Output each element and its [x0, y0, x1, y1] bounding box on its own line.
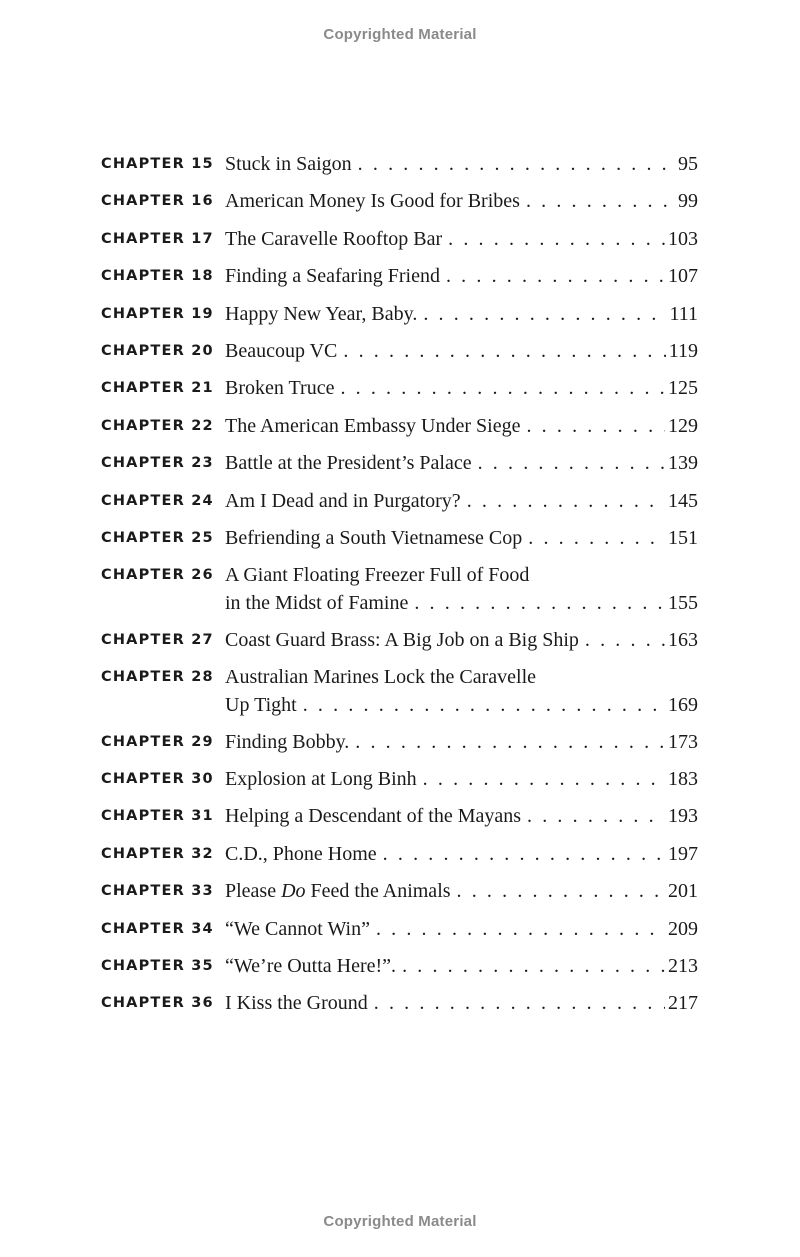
- chapter-title: in the Midst of Famine: [225, 592, 409, 615]
- page-number: 183: [668, 768, 698, 791]
- page-number: 209: [668, 917, 698, 940]
- page-number: 145: [668, 489, 698, 512]
- chapter-title: I Kiss the Ground: [225, 992, 368, 1015]
- chapter-label: CHAPTER 16: [101, 193, 214, 210]
- chapter-label: CHAPTER 29: [101, 733, 214, 750]
- page-number: 197: [668, 842, 698, 865]
- chapter-label: CHAPTER 36: [101, 995, 214, 1012]
- chapter-label: CHAPTER 25: [101, 529, 214, 546]
- chapter-entry: [225, 877, 698, 905]
- chapter-title: Broken Truce: [225, 377, 335, 400]
- chapter-label: CHAPTER 18: [101, 268, 214, 285]
- dot-leader: [467, 487, 665, 515]
- chapter-title-line1: A Giant Floating Freezer Full of Food: [225, 564, 530, 587]
- toc-entry: [101, 802, 698, 830]
- toc-entry: [101, 150, 698, 178]
- chapter-entry: [225, 300, 698, 328]
- chapter-entry: [225, 728, 698, 756]
- chapter-entry: [225, 989, 698, 1017]
- toc-entry: [101, 524, 698, 552]
- page-number: 129: [668, 414, 698, 437]
- page-number: 155: [668, 592, 698, 615]
- dot-leader: [355, 728, 665, 756]
- chapter-entry: [225, 262, 698, 290]
- chapter-entry: [225, 412, 698, 440]
- page-number: 193: [668, 805, 698, 828]
- page-number: 103: [668, 227, 698, 250]
- chapter-entry: [225, 487, 698, 515]
- page-number: 163: [668, 628, 698, 651]
- dot-leader: [423, 300, 666, 328]
- toc-entry: [101, 840, 698, 868]
- dot-leader: [376, 915, 665, 943]
- chapter-title-pre: Please: [225, 880, 282, 903]
- dot-leader: [423, 765, 665, 793]
- dot-leader: [383, 840, 665, 868]
- chapter-title: Battle at the President’s Palace: [225, 452, 472, 475]
- page-number: 173: [668, 730, 698, 753]
- toc-entry: [101, 877, 698, 905]
- dot-leader: [446, 262, 665, 290]
- chapter-label: CHAPTER 28: [101, 669, 214, 686]
- chapter-title: Stuck in Saigon: [225, 153, 352, 175]
- chapter-label: CHAPTER 33: [101, 883, 214, 900]
- chapter-label: CHAPTER 20: [101, 342, 214, 359]
- chapter-title: Finding a Seafaring Friend: [225, 265, 440, 288]
- dot-leader: [448, 225, 665, 253]
- dot-leader: [526, 187, 675, 215]
- toc-entry: [101, 989, 698, 1017]
- chapter-entry: [225, 663, 698, 719]
- table-of-contents: [101, 150, 698, 1027]
- chapter-entry: [225, 225, 698, 253]
- chapter-title: Finding Bobby.: [225, 730, 350, 753]
- page-number: 201: [668, 880, 698, 903]
- chapter-label: CHAPTER 26: [101, 567, 214, 584]
- page-number: 119: [668, 339, 698, 362]
- chapter-label: CHAPTER 31: [101, 808, 214, 825]
- toc-entry: [101, 915, 698, 943]
- chapter-title: Helping a Descendant of the Mayans: [225, 805, 522, 828]
- chapter-entry: [225, 626, 698, 654]
- chapter-title: “We Cannot Win”: [225, 917, 370, 940]
- page-number: 213: [668, 955, 698, 978]
- chapter-title: Coast Guard Brass: A Big Job on a Big Ship: [225, 628, 579, 651]
- dot-leader: [402, 952, 665, 980]
- chapter-label: CHAPTER 35: [101, 958, 214, 975]
- chapter-label: CHAPTER 32: [101, 845, 214, 862]
- toc-entry: [101, 952, 698, 980]
- chapter-title-rest: Feed the Animals: [305, 880, 451, 903]
- page-number: 125: [668, 377, 698, 400]
- chapter-entry: [225, 802, 698, 830]
- chapter-entry: [225, 915, 698, 943]
- dot-leader: [303, 691, 665, 719]
- chapter-entry: [225, 952, 698, 980]
- chapter-entry: [225, 840, 698, 868]
- toc-entry: [101, 728, 698, 756]
- dot-leader: [528, 524, 665, 552]
- chapter-label: CHAPTER 27: [101, 631, 214, 648]
- chapter-entry: [225, 187, 698, 215]
- chapter-label: CHAPTER 24: [101, 492, 214, 509]
- chapter-label: CHAPTER 21: [101, 380, 214, 397]
- chapter-title: The American Embassy Under Siege: [225, 414, 521, 437]
- chapter-label: CHAPTER 34: [101, 920, 214, 937]
- chapter-label: CHAPTER 23: [101, 455, 214, 472]
- toc-entry: [101, 449, 698, 477]
- page-number: 139: [668, 452, 698, 475]
- toc-entry: [101, 262, 698, 290]
- chapter-entry: [225, 561, 698, 617]
- toc-entry: [101, 337, 698, 365]
- chapter-title: American Money Is Good for Bribes: [225, 190, 520, 213]
- page-number: 95: [678, 153, 698, 175]
- chapter-title: “We’re Outta Here!”.: [225, 955, 397, 978]
- chapter-label: CHAPTER 15: [101, 156, 214, 172]
- chapter-entry: [225, 337, 698, 365]
- chapter-title: Befriending a South Vietnamese Cop: [225, 526, 523, 549]
- chapter-label: CHAPTER 19: [101, 305, 214, 322]
- copyright-watermark-bottom: Copyrighted Material: [323, 1213, 477, 1230]
- chapter-title-emphasis: Do: [281, 880, 306, 903]
- toc-entry: [101, 187, 698, 215]
- chapter-title: [225, 877, 451, 905]
- chapter-title: The Caravelle Rooftop Bar: [225, 227, 443, 250]
- chapter-title: Am I Dead and in Purgatory?: [225, 489, 461, 512]
- chapter-title: Up Tight: [225, 694, 297, 717]
- chapter-title-line1: Australian Marines Lock the Caravelle: [225, 666, 536, 689]
- chapter-entry: [225, 449, 698, 477]
- page-number: 107: [668, 265, 698, 288]
- dot-leader: [340, 374, 665, 402]
- chapter-title: C.D., Phone Home: [225, 842, 377, 865]
- dot-leader: [457, 877, 665, 905]
- toc-entry: [101, 412, 698, 440]
- chapter-entry: [225, 374, 698, 402]
- chapter-title: Happy New Year, Baby.: [225, 302, 418, 325]
- chapter-label: CHAPTER 17: [101, 230, 214, 247]
- dot-leader: [374, 989, 665, 1017]
- page-number: 151: [668, 526, 698, 549]
- toc-entry: [101, 561, 698, 617]
- dot-leader: [343, 337, 665, 365]
- toc-entry: [101, 765, 698, 793]
- dot-leader: [414, 589, 665, 617]
- toc-entry: [101, 626, 698, 654]
- dot-leader: [527, 802, 665, 830]
- chapter-label: CHAPTER 30: [101, 771, 214, 788]
- chapter-entry: [225, 765, 698, 793]
- page-number: 99: [678, 190, 698, 213]
- toc-entry: [101, 225, 698, 253]
- page-number: 217: [668, 992, 698, 1015]
- page-number: 111: [669, 302, 698, 325]
- chapter-entry: [225, 524, 698, 552]
- chapter-title: Explosion at Long Binh: [225, 768, 417, 791]
- toc-entry: [101, 487, 698, 515]
- toc-entry: [101, 374, 698, 402]
- toc-entry: [101, 663, 698, 719]
- dot-leader: [526, 412, 665, 440]
- dot-leader: [585, 626, 665, 654]
- chapter-label: CHAPTER 22: [101, 417, 214, 434]
- chapter-title: Beaucoup VC: [225, 339, 338, 362]
- dot-leader: [358, 150, 675, 178]
- toc-entry: [101, 300, 698, 328]
- page-number: 169: [668, 694, 698, 717]
- copyright-watermark-top: Copyrighted Material: [323, 26, 477, 43]
- dot-leader: [478, 449, 665, 477]
- chapter-entry: [225, 150, 698, 178]
